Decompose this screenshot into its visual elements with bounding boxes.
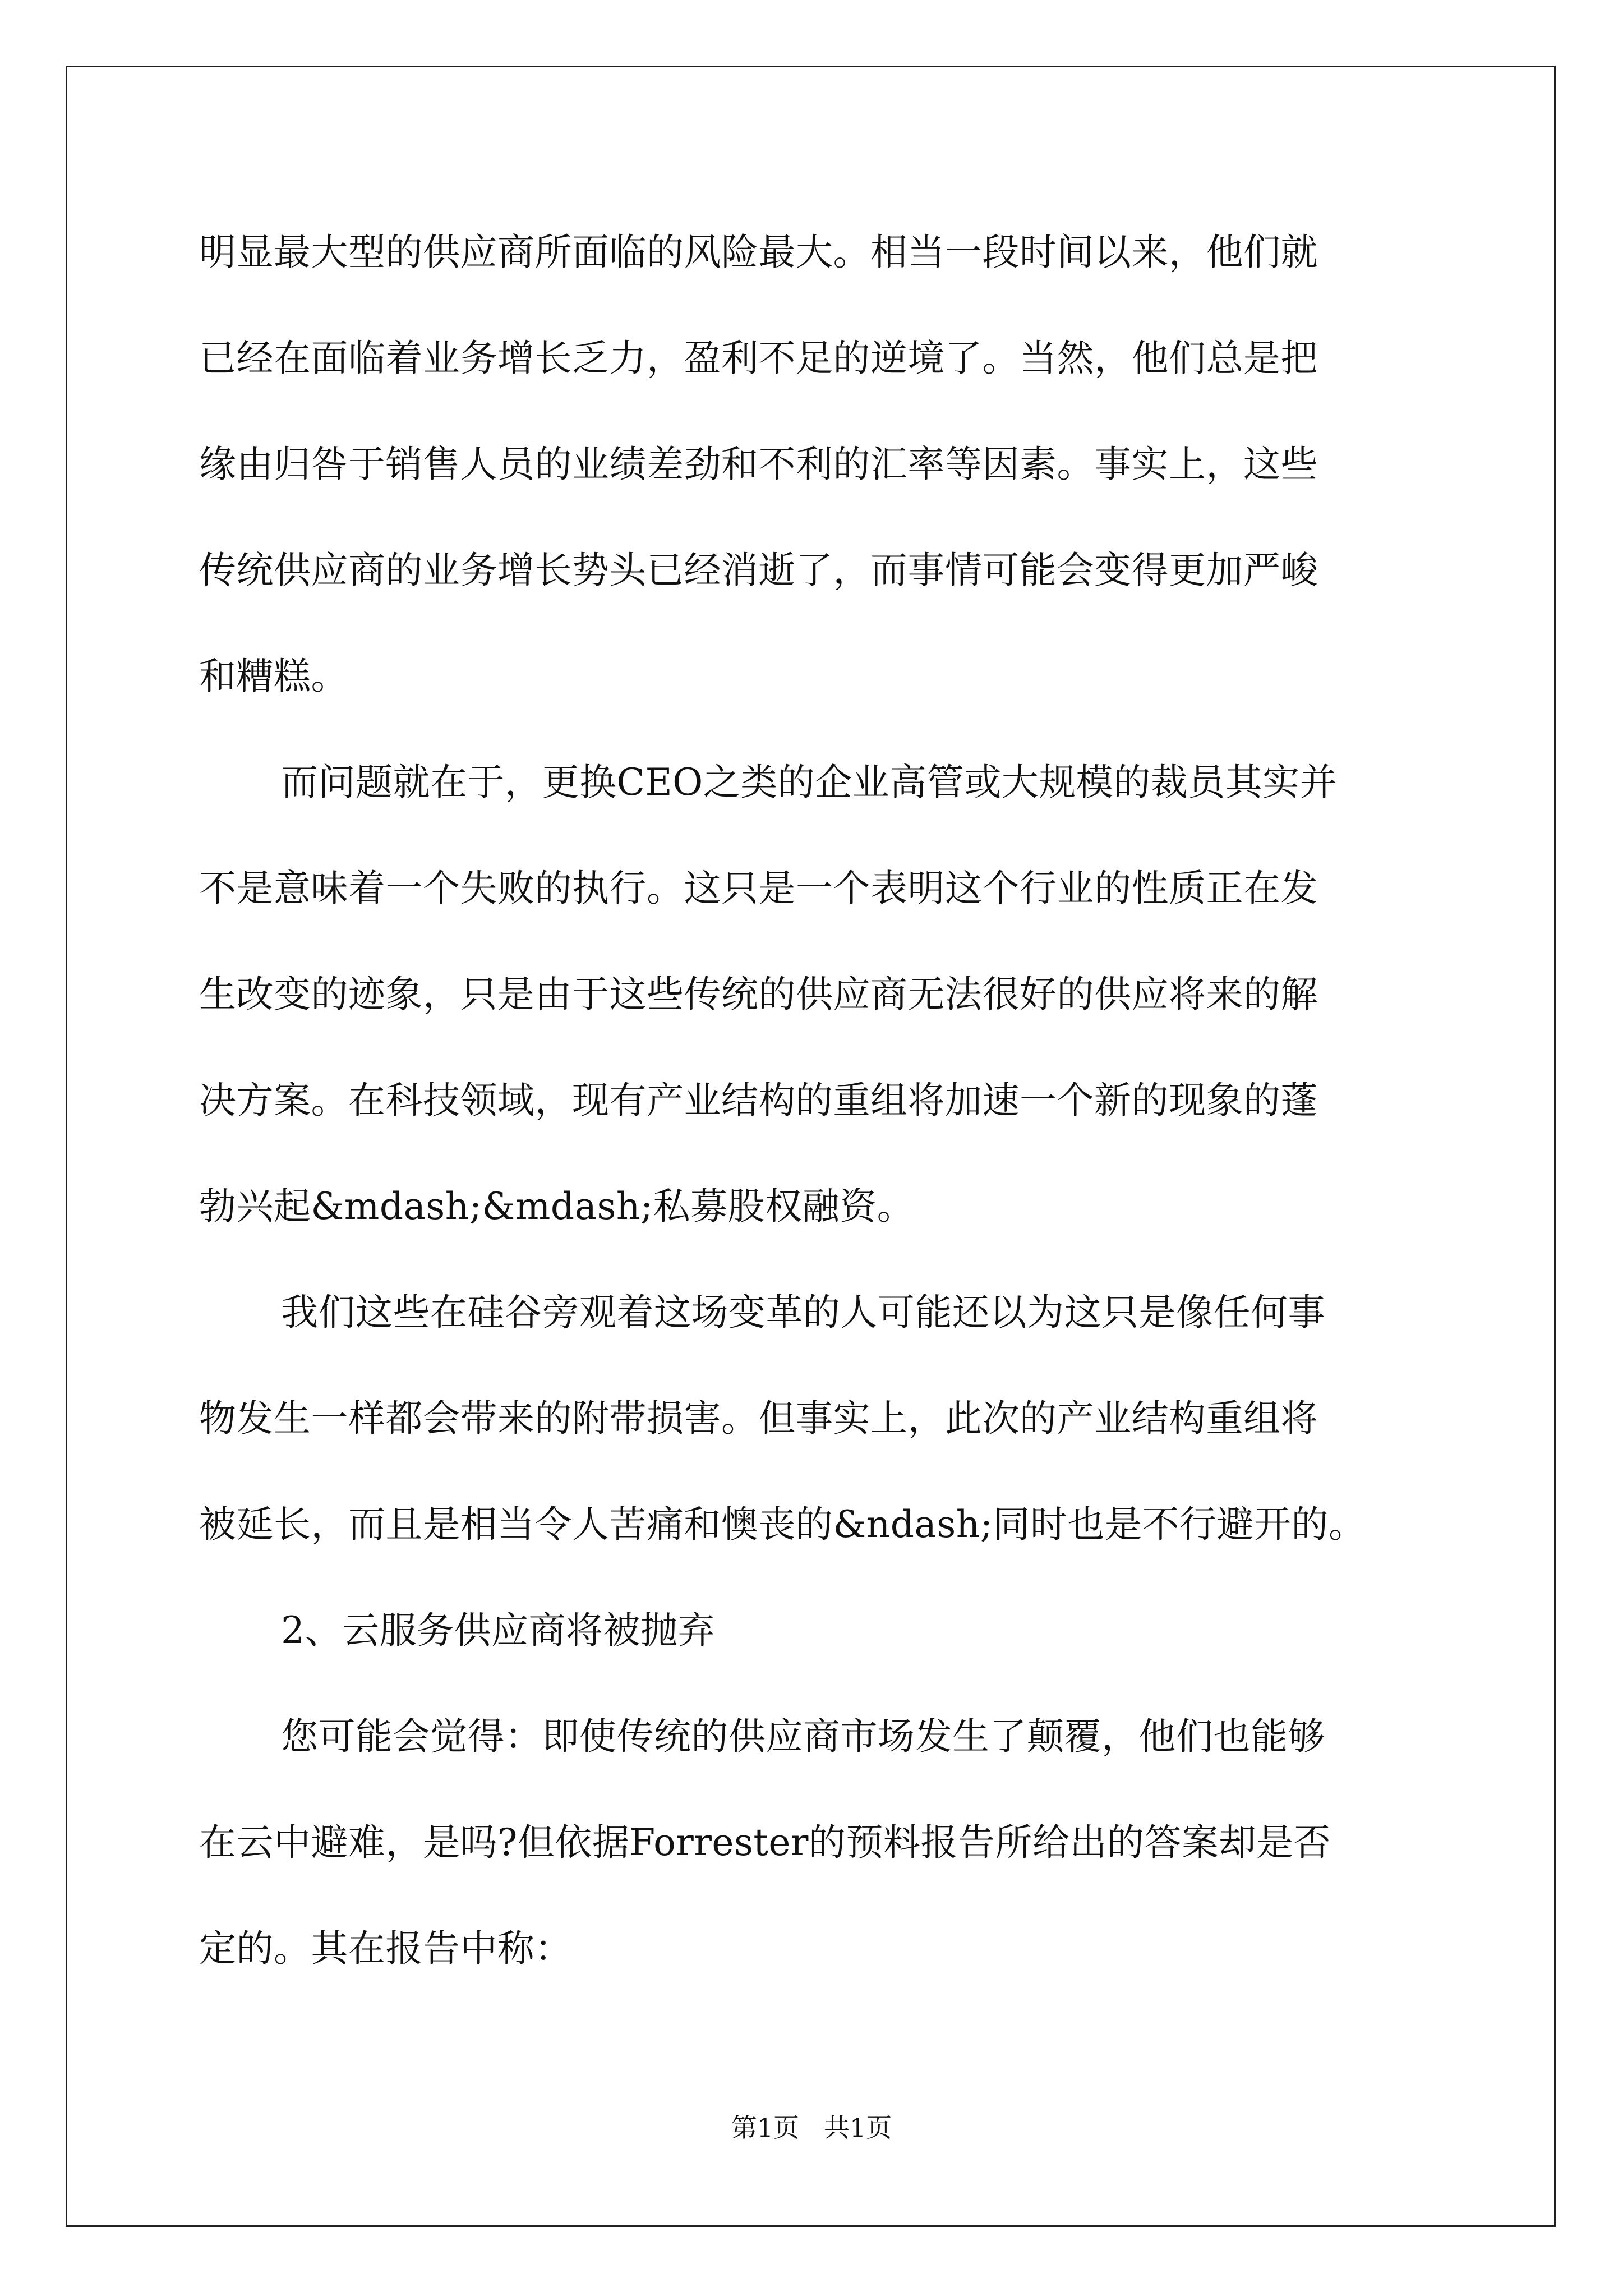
text-line: 不是意味着一个失败的执行。这只是一个表明这个行业的性质正在发 — [199, 867, 1318, 910]
text-line: 和糟糕。 — [199, 655, 348, 698]
paragraph-start-line: 而问题就在于，更换CEO之类的企业高管或大规模的裁员其实并 — [281, 761, 1338, 804]
document-body — [199, 199, 1424, 2001]
text-line: 在云中避难，是吗?但依据Forrester的预料报告所给出的答案却是否 — [199, 1821, 1331, 1864]
text-line: 已经在面临着业务增长乏力，盈利不足的逆境了。当然，他们总是把 — [199, 337, 1318, 380]
paragraph-start-line: 我们这些在硅谷旁观着这场变革的人可能还以为这只是像任何事 — [281, 1291, 1325, 1334]
text-line: 定的。其在报告中称： — [199, 1927, 572, 1970]
text-line: 被延长，而且是相当令人苦痛和懊丧的&ndash;同时也是不行避开的。 — [199, 1503, 1366, 1546]
text-line: 勃兴起&mdash;&mdash;私募股权融资。 — [199, 1185, 915, 1228]
text-line: 缘由归咎于销售人员的业绩差劲和不利的汇率等因素。事实上，这些 — [199, 443, 1318, 486]
page-footer — [0, 2111, 1623, 2145]
text-line: 物发生一样都会带来的附带损害。但事实上，此次的产业结构重组将 — [199, 1397, 1318, 1440]
section-heading: 2、云服务供应商将被抛弃 — [281, 1609, 715, 1652]
page-number-current: 第1页 — [731, 2113, 799, 2143]
text-line: 决方案。在科技领域，现有产业结构的重组将加速一个新的现象的蓬 — [199, 1079, 1318, 1122]
text-line: 传统供应商的业务增长势头已经消逝了，而事情可能会变得更加严峻 — [199, 549, 1318, 592]
text-line: 生改变的迹象，只是由于这些传统的供应商无法很好的供应将来的解 — [199, 973, 1318, 1016]
paragraph-start-line: 您可能会觉得：即使传统的供应商市场发生了颠覆，他们也能够 — [281, 1715, 1325, 1758]
page-number-total: 共1页 — [824, 2113, 892, 2143]
text-line: 明显最大型的供应商所面临的风险最大。相当一段时间以来，他们就 — [199, 231, 1318, 274]
